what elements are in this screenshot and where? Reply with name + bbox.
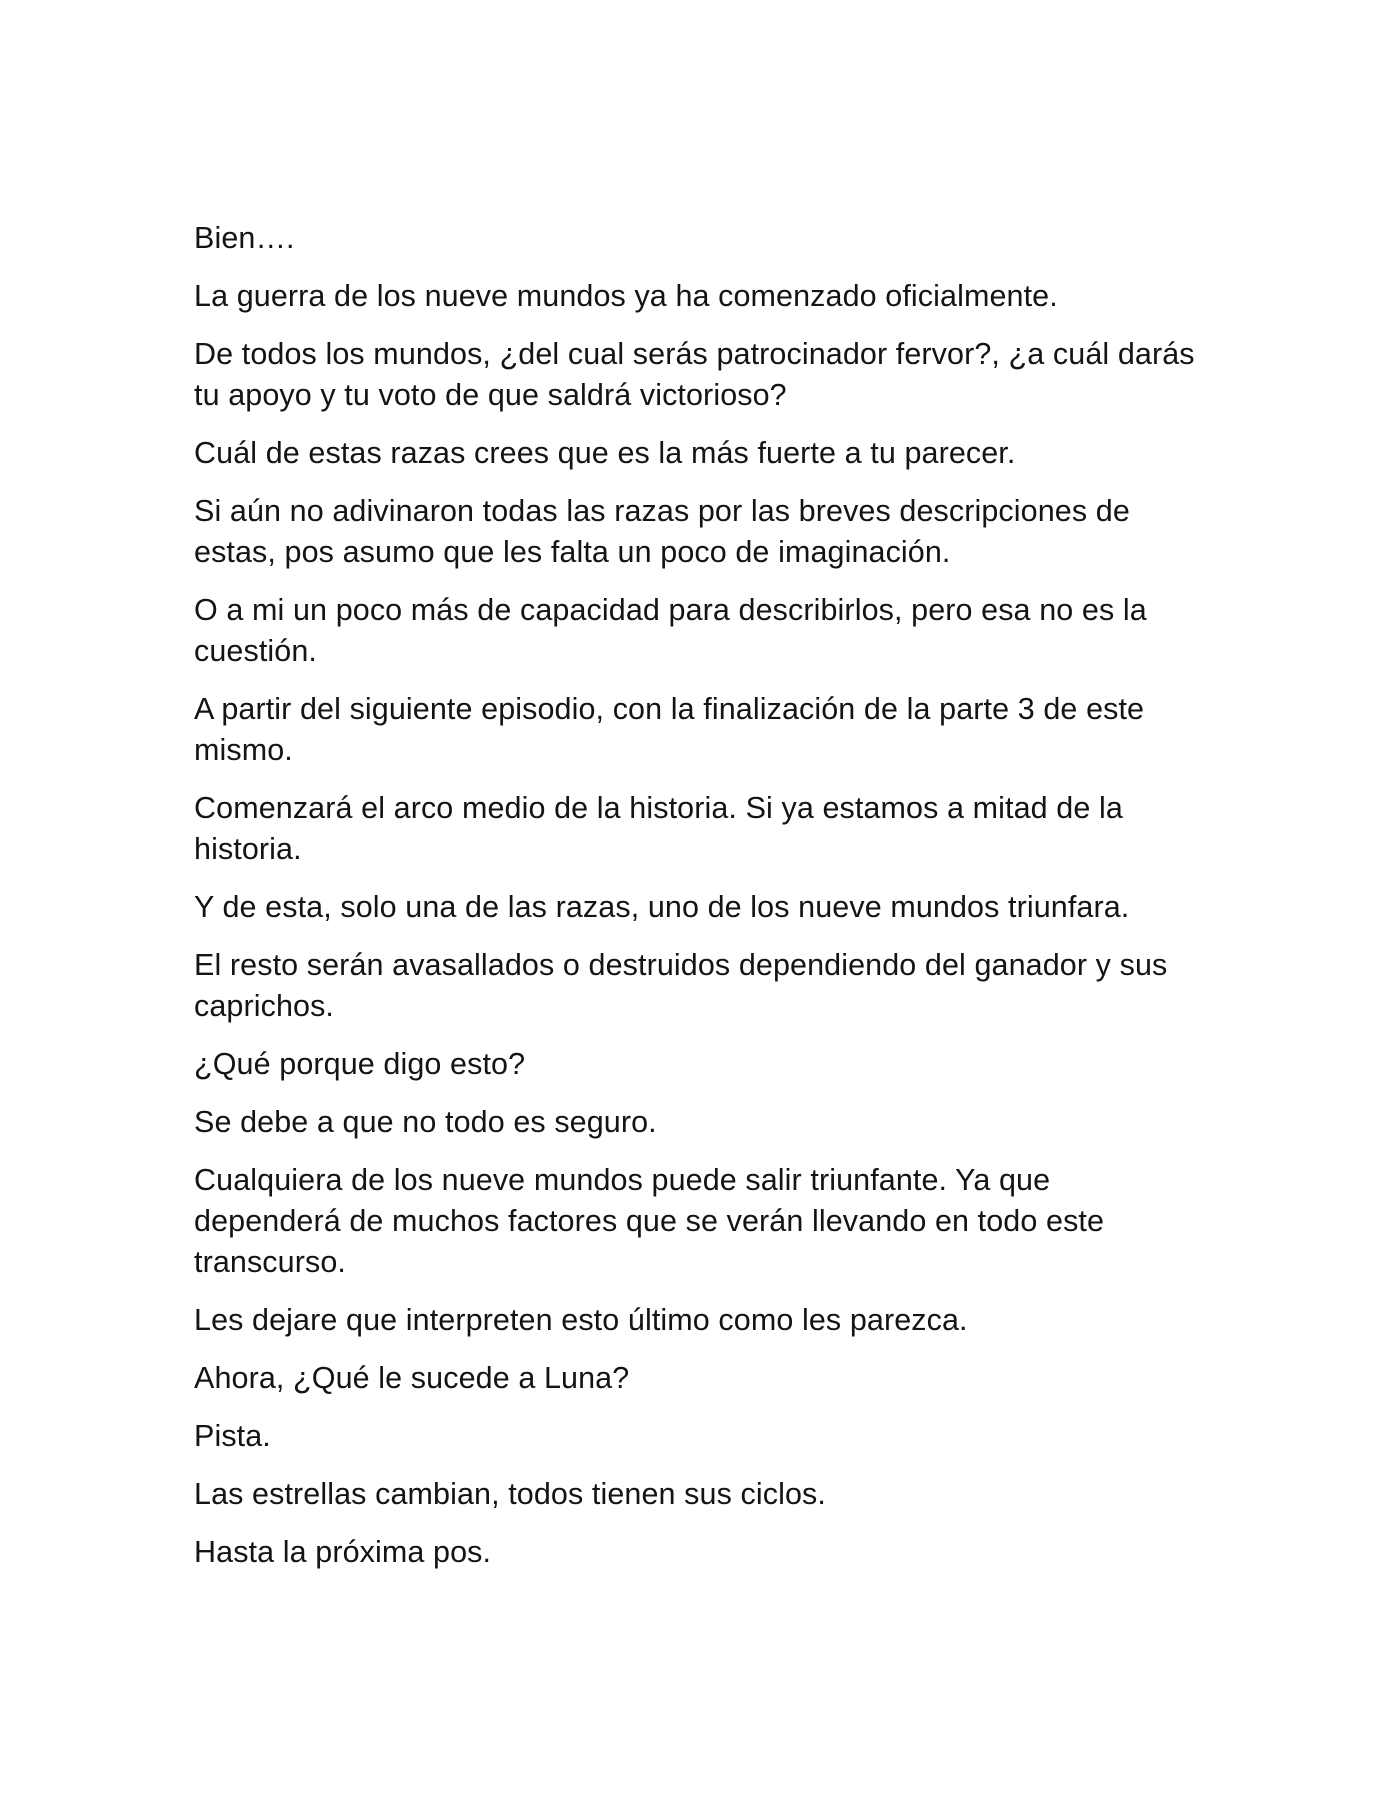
paragraph-16: Pista. [194, 1419, 271, 1453]
paragraph-9: Y de esta, solo una de las razas, uno de los nueve mundos triunfara. [194, 890, 1130, 924]
paragraph-15: Ahora, ¿Qué le sucede a Luna? [194, 1361, 630, 1395]
paragraph-13: Cualquiera de los nueve mundos puede salir triunfante. Ya que dependerá de muchos factores que se verán llevando en todo este transcurso. [194, 1163, 1105, 1279]
document-body [194, 218, 1204, 1590]
paragraph-17: Las estrellas cambian, todos tienen sus ciclos. [194, 1477, 826, 1511]
paragraph-5: Si aún no adivinaron todas las razas por las breves descripciones de estas, pos asumo que les falta un poco de imaginación. [194, 494, 1130, 569]
paragraph-1: Bien…. [194, 221, 295, 255]
paragraph-12: Se debe a que no todo es seguro. [194, 1105, 657, 1139]
paragraph-2: La guerra de los nueve mundos ya ha comenzado oficialmente. [194, 279, 1058, 313]
paragraph-8: Comenzará el arco medio de la historia. Si ya estamos a mitad de la historia. [194, 791, 1123, 866]
paragraph-14: Les dejare que interpreten esto último como les parezca. [194, 1303, 968, 1337]
paragraph-6: O a mi un poco más de capacidad para describirlos, pero esa no es la cuestión. [194, 593, 1147, 668]
paragraph-7: A partir del siguiente episodio, con la finalización de la parte 3 de este mismo. [194, 692, 1145, 767]
paragraph-4: Cuál de estas razas crees que es la más fuerte a tu parecer. [194, 436, 1016, 470]
paragraph-10: El resto serán avasallados o destruidos dependiendo del ganador y sus caprichos. [194, 948, 1168, 1023]
paragraph-3: De todos los mundos, ¿del cual serás patrocinador fervor?, ¿a cuál darás tu apoyo y tu voto de que saldrá victorioso? [194, 337, 1195, 412]
paragraph-18: Hasta la próxima pos. [194, 1535, 492, 1569]
paragraph-11: ¿Qué porque digo esto? [194, 1047, 526, 1081]
